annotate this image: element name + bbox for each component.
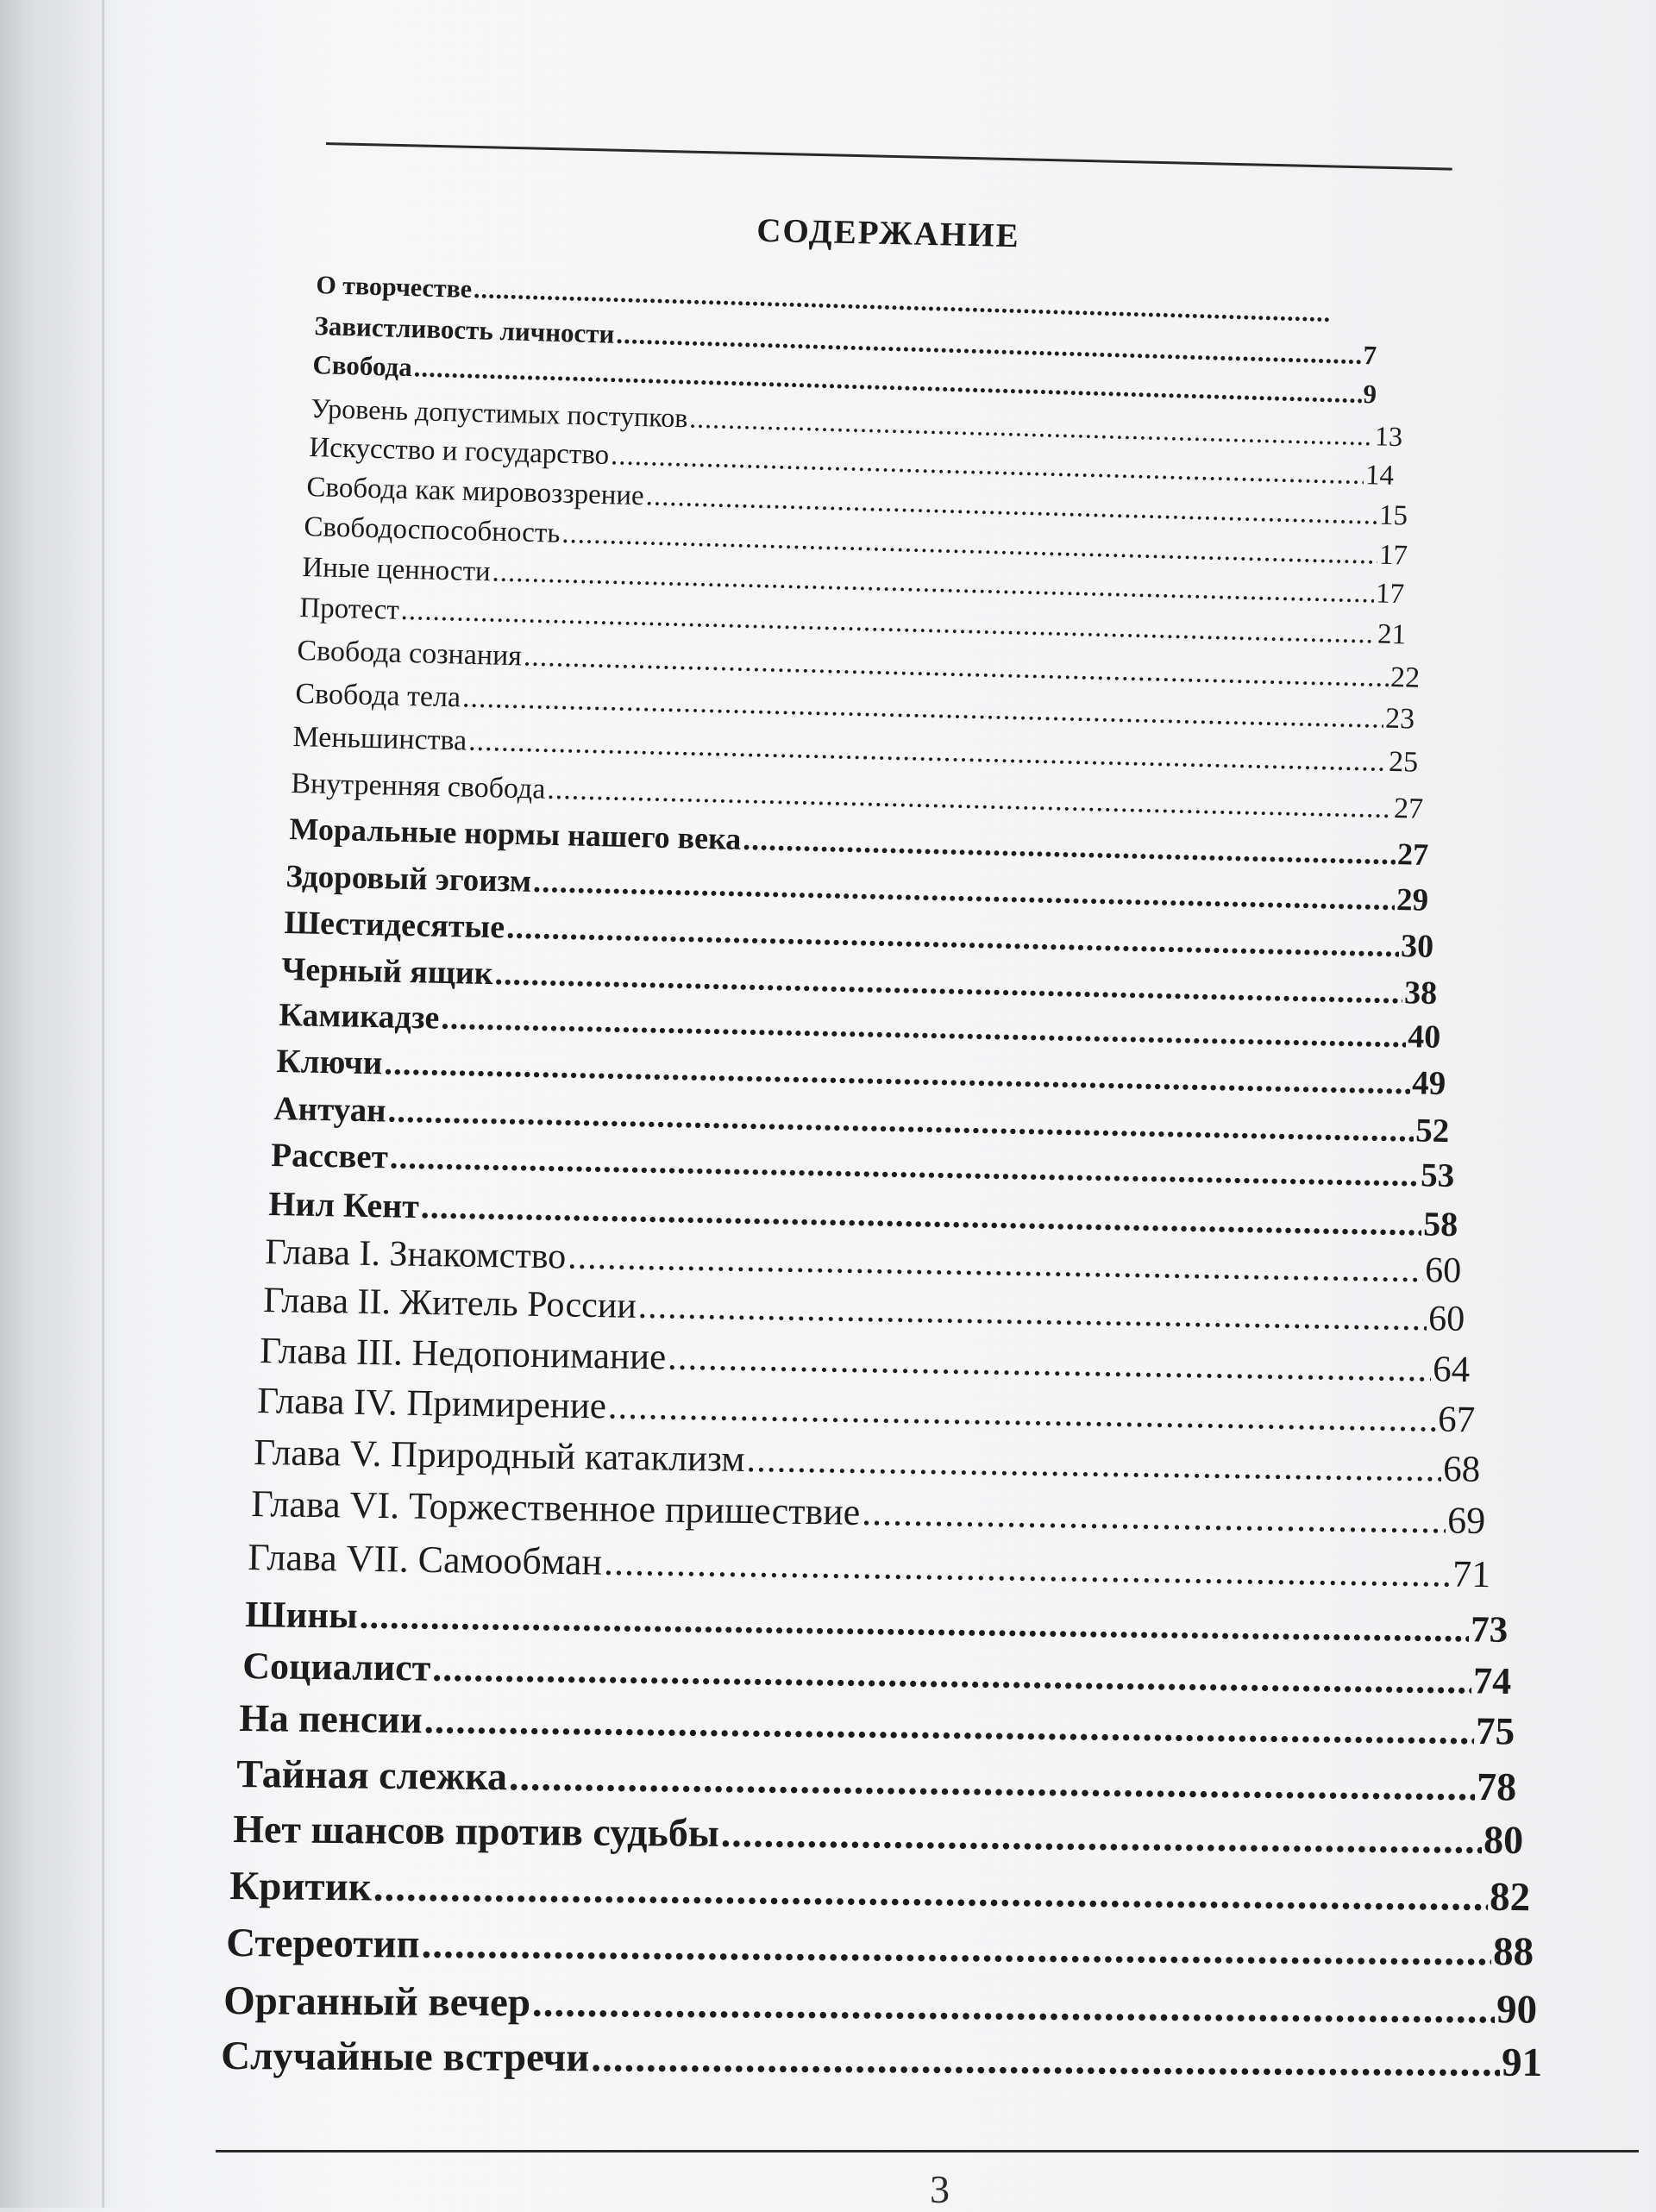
toc-entry-title: Моральные нормы нашего века [289,811,742,857]
toc-entry [248,1535,1491,1596]
toc-entry [257,1380,1476,1441]
toc-entry [251,1482,1486,1543]
toc-entry-title: Глава I. Знакомство [265,1231,567,1277]
toc-entry-title: Шестидесятые [284,904,505,946]
toc-entry-page: 74 [1473,1658,1512,1703]
toc-entry-title: Глава VI. Торжественное пришествие [251,1482,861,1534]
toc-entry-page: 75 [1476,1708,1515,1753]
dot-leader [506,908,1400,965]
toc-entry-page: 60 [1428,1298,1465,1340]
toc-entry-title: Антуан [273,1089,386,1130]
toc-entry-title: Свобода как мировоззрение [306,472,644,512]
dot-leader [604,1540,1452,1596]
dot-leader [421,1186,1422,1244]
toc-entry-page: 91 [1502,2040,1542,2086]
dot-leader [668,1336,1432,1390]
toc-entry-title: Иные ценности [302,552,491,588]
toc-entry [226,1920,1534,1976]
toc-entry-title: Свобода тела [295,678,461,714]
toc-entry-title: Глава V. Природный катаклизм [254,1432,745,1481]
toc-entry-page: 68 [1443,1448,1481,1491]
toc-entry-title: Искусство и государство [309,432,610,472]
toc-entry-title: Завистливость личности [314,310,615,350]
toc-entry [239,1695,1515,1753]
toc-entry-page: 7 [1363,340,1377,371]
toc-entry-page: 27 [1397,836,1429,873]
dot-leader [468,725,1388,779]
dot-leader [743,821,1396,872]
toc-entry-page: 29 [1396,881,1429,919]
toc-entry-title: Нет шансов против судьбы [233,1806,719,1856]
dot-leader [721,1810,1483,1863]
dot-leader [637,1286,1427,1339]
toc-entry [242,1644,1512,1703]
toc-entry-page: 88 [1493,1928,1534,1975]
toc-entry-page: 49 [1412,1063,1446,1103]
toc-entry [254,1432,1481,1491]
dot-leader [608,1385,1437,1440]
toc-entry-page: 17 [1379,540,1408,573]
toc-entry-page: 73 [1471,1608,1509,1651]
toc-entry-page: 60 [1425,1250,1462,1292]
toc-entry-title: Случайные встречи [221,2033,589,2081]
toc-entry-title: Рассвет [271,1136,388,1176]
toc-entry-page: 30 [1401,927,1434,966]
toc-entry-page: 67 [1438,1399,1476,1442]
toc-entry [229,1863,1530,1921]
toc-entry-title: Критик [229,1863,372,1910]
dot-leader [533,863,1396,918]
toc-entry-page: 82 [1490,1874,1530,1921]
toc-entry-page: 38 [1404,974,1438,1012]
toc-entry-title: Глава VII. Самообман [248,1535,602,1584]
toc-entry-page: 58 [1423,1203,1458,1244]
toc-entry-page: 78 [1477,1764,1517,1809]
toc-entry-page: 64 [1433,1348,1471,1391]
toc-entry-title: Глава III. Недопонимание [260,1330,667,1378]
toc-entry-title: Камикадзе [279,996,440,1037]
bottom-rule [216,2150,1639,2152]
toc-entry-title: Внутренняя свобода [291,768,546,806]
dot-leader [373,1864,1489,1920]
toc-entry-title: Уровень допустимых поступков [310,392,688,434]
toc-entry-title: Меньшинства [292,721,467,758]
toc-entry-page: 17 [1376,578,1405,611]
toc-entry-page: 21 [1377,619,1407,652]
dot-leader [746,1438,1441,1490]
page-number: 3 [930,2166,950,2212]
dot-leader [568,1237,1424,1292]
toc-entry-title: Здоровый эгоизм [285,858,531,900]
toc-entry-page: 69 [1447,1498,1486,1543]
toc-entry [233,1806,1523,1863]
dot-leader [432,1646,1471,1703]
toc-entry-title: Протест [299,592,399,627]
toc-entry-title: Черный ящик [281,950,493,993]
toc-entry-page: 22 [1390,661,1421,695]
toc-entry [236,1751,1516,1810]
toc-entry-title: Свобода сознания [297,635,522,673]
toc-entry-title: Свобода [312,349,412,383]
toc-entry-title: Ключи [276,1042,383,1082]
toc-entry-title: Глава IV. Примирение [257,1380,606,1427]
toc-entry-title: Социалист [242,1644,431,1690]
dot-leader [862,1490,1446,1542]
dot-leader [547,774,1393,825]
dot-leader [423,1697,1474,1753]
toc-entry-title: Нил Кент [268,1183,419,1226]
toc-entry-page: 71 [1452,1552,1491,1597]
toc-entry-page: 27 [1394,793,1424,826]
dot-leader [509,1753,1476,1809]
toc-entry-title: Свободоспособность [304,511,561,550]
toc-entry-title: Шины [245,1594,358,1638]
toc-entry-title: На пенсии [239,1695,423,1742]
toc-entry-page: 90 [1496,1986,1537,2033]
dot-leader [532,1979,1496,2033]
toc-entry-page: 53 [1421,1156,1455,1195]
toc-entry-page: 25 [1389,746,1419,780]
toc-entry [223,1977,1537,2033]
toc-entry [221,2033,1542,2086]
dot-leader [421,1921,1491,1976]
toc-entry-title: Стереотип [226,1920,420,1968]
toc-entry-title: О творчестве [316,271,473,304]
dot-leader [359,1595,1469,1651]
toc-entry-page: 15 [1379,500,1408,533]
toc-entry-page: 52 [1415,1111,1450,1150]
toc-entry [245,1594,1508,1651]
toc-entry-page: 13 [1375,420,1403,453]
toc-entry-page: 14 [1365,460,1395,492]
page-title: СОДЕРЖАНИЕ [0,196,1656,272]
dot-leader [591,2034,1500,2086]
toc-entry-page: 80 [1484,1817,1523,1863]
toc-entry-page: 9 [1363,379,1377,410]
toc-entry-title: Глава II. Житель России [263,1280,637,1327]
toc-entry-title: Тайная слежка [236,1751,507,1799]
toc-entry-page: 40 [1408,1018,1441,1056]
toc-entry-page: 23 [1385,703,1415,736]
toc-entry-title: Органный вечер [223,1977,530,2026]
